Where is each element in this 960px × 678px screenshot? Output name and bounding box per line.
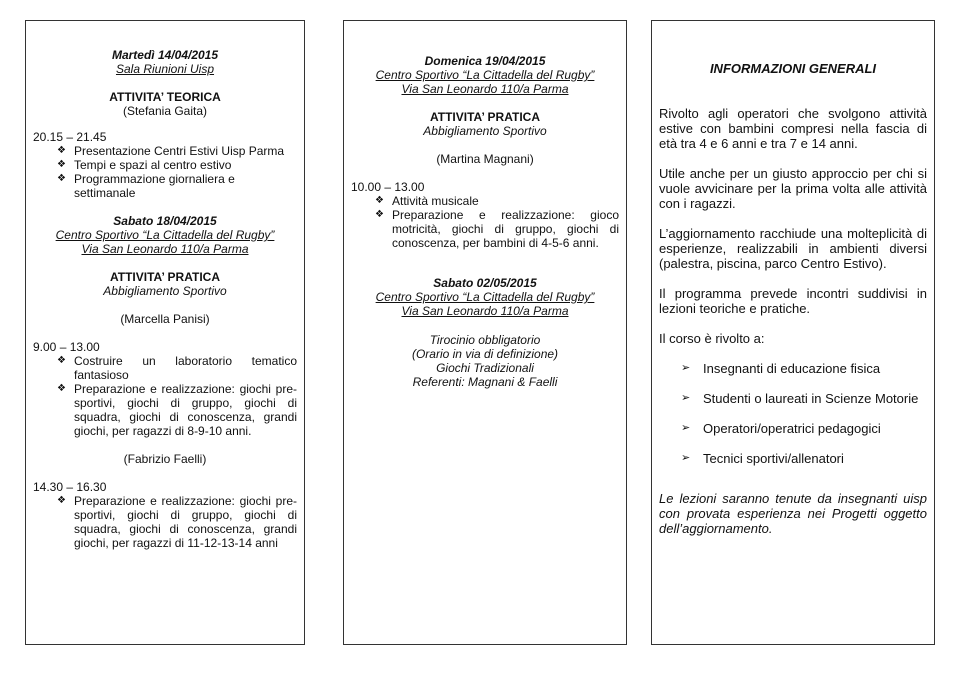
venue: Sala Riunioni Uisp xyxy=(115,62,215,76)
target-list xyxy=(659,361,927,466)
topic-list xyxy=(351,194,619,250)
list-item: ❖ Preparazione e realizzazione: gioco motricità, giochi di gruppo, giochi di conoscenza, per bambini di 4-5-6 anni. xyxy=(375,208,619,250)
time-slot: 20.15 – 21.45 xyxy=(33,130,107,144)
list-item: ❖ Programmazione giornaliera e settimanale xyxy=(57,172,297,200)
topic-list xyxy=(33,144,297,200)
venue: Centro Sportivo “La Cittadella del Rugby” xyxy=(55,228,275,242)
venue-address: Via San Leonardo 110/a Parma xyxy=(401,82,569,96)
activity-heading: ATTIVITA’ PRATICA xyxy=(110,270,220,284)
referents-note: Referenti: Magnani & Faelli xyxy=(412,375,558,389)
teacher-name: (Stefania Gaita) xyxy=(122,104,208,118)
list-item: ❖ Attività musicale xyxy=(375,194,619,208)
teacher-name: (Marcella Panisi) xyxy=(120,312,210,326)
panel-schedule-2 xyxy=(343,20,627,645)
time-slot: 10.00 – 13.00 xyxy=(351,180,425,194)
panel-schedule-1 xyxy=(25,20,305,645)
time-slot: 9.00 – 13.00 xyxy=(33,340,100,354)
venue: Centro Sportivo “La Cittadella del Rugby” xyxy=(375,290,595,304)
dress-note: Abbigliamento Sportivo xyxy=(423,124,547,138)
date-heading: Sabato 18/04/2015 xyxy=(113,214,217,228)
list-item: ❖ Presentazione Centri Estivi Uisp Parma xyxy=(57,144,297,158)
info-paragraph: Utile anche per un giusto approccio per chi si vuole avvicinare per la prima volta alle attività con i ragazzi. xyxy=(659,166,927,211)
list-item: ➢ Insegnanti di educazione fisica xyxy=(681,361,927,376)
venue-address: Via San Leonardo 110/a Parma xyxy=(401,304,569,318)
list-item: ❖ Tempi e spazi al centro estivo xyxy=(57,158,297,172)
list-item: ➢ Operatori/operatrici pedagogici xyxy=(681,421,927,436)
info-paragraph: L’aggiornamento racchiude una molteplicità di esperienze, realizzabili in ambienti diversi (palestra, piscina, parco Centro Estivo). xyxy=(659,226,927,271)
schedule-note: (Orario in via di definizione) xyxy=(411,347,559,361)
date-heading: Sabato 02/05/2015 xyxy=(433,276,537,290)
list-item: ❖ Costruire un laboratorio tematico fantasioso xyxy=(57,354,297,382)
info-paragraph: Il programma prevede incontri suddivisi in lezioni teoriche e pratiche. xyxy=(659,286,927,316)
panel-general-info xyxy=(651,20,935,645)
venue: Centro Sportivo “La Cittadella del Rugby” xyxy=(375,68,595,82)
date-heading: Martedì 14/04/2015 xyxy=(111,48,219,62)
teacher-name: (Martina Magnani) xyxy=(436,152,534,166)
topic-list xyxy=(33,494,297,550)
activity-heading: ATTIVITA’ PRATICA xyxy=(430,110,540,124)
list-item: ➢ Studenti o laureati in Scienze Motorie xyxy=(681,391,927,406)
closing-note: Le lezioni saranno tenute da insegnanti uisp con provata esperienza nei Progetti oggetto dell’aggiornamento. xyxy=(659,491,927,536)
info-paragraph: Il corso è rivolto a: xyxy=(659,331,765,346)
venue-address: Via San Leonardo 110/a Parma xyxy=(81,242,249,256)
date-heading: Domenica 19/04/2015 xyxy=(424,54,546,68)
list-item: ❖ Preparazione e realizzazione: giochi pre-sportivi, giochi di gruppo, giochi di squadra, giochi di conoscenza, grandi giochi, per ragazzi di 11-12-13-14 anni xyxy=(57,494,297,550)
internship-note: Tirocinio obbligatorio xyxy=(429,333,541,347)
time-slot: 14.30 – 16.30 xyxy=(33,480,107,494)
info-paragraph: Rivolto agli operatori che svolgono attività estive con bambini compresi nella fascia di età tra 4 e 6 anni e tra 7 e 14 anni. xyxy=(659,106,927,151)
teacher-name: (Fabrizio Faelli) xyxy=(123,452,207,466)
list-item: ❖ Preparazione e realizzazione: giochi pre-sportivi, giochi di gruppo, giochi di squadra, giochi di conoscenza, grandi giochi, per ragazzi di 8-9-10 anni. xyxy=(57,382,297,438)
info-title: INFORMAZIONI GENERALI xyxy=(709,61,877,76)
activity-note: Giochi Tradizionali xyxy=(436,361,534,375)
list-item: ➢ Tecnici sportivi/allenatori xyxy=(681,451,927,466)
topic-list xyxy=(33,354,297,438)
activity-heading: ATTIVITA’ TEORICA xyxy=(109,90,221,104)
dress-note: Abbigliamento Sportivo xyxy=(103,284,227,298)
